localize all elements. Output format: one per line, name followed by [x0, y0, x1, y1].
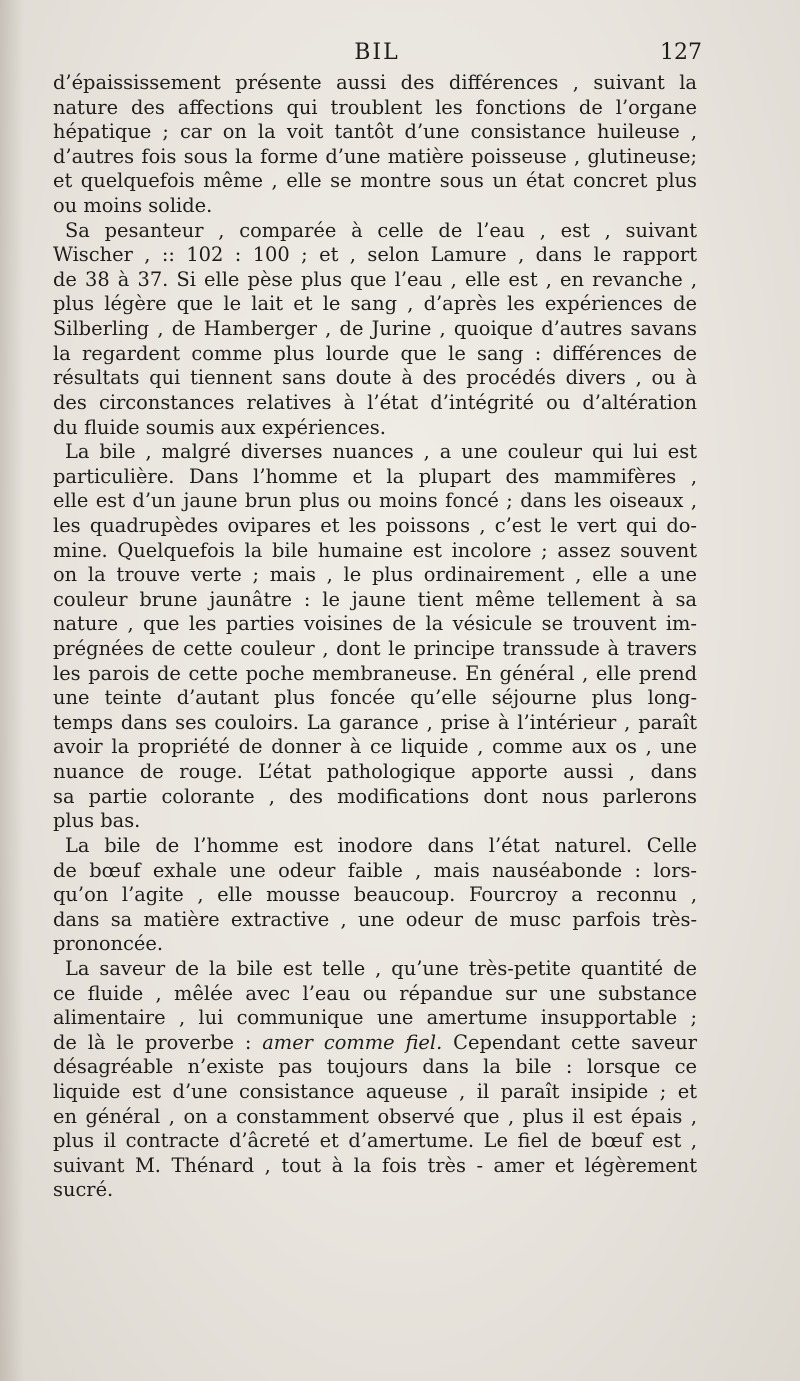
text-line: temps dans ses couloirs. La garance , prise à l’intérieur , paraît [53, 710, 697, 734]
text-fragment: de là le proverbe : [53, 1030, 252, 1054]
text-line: suivant M. Thénard , tout à la fois très - amer et légèrement [53, 1153, 697, 1177]
text-line: nature des affections qui troublent les fonctions de l’organe [53, 95, 697, 119]
gutter-shadow [0, 0, 24, 1381]
text-line: liquide est d’une consistance aqueuse , il paraît insipide ; et [53, 1079, 697, 1103]
text-line: La bile de l’homme est inodore dans l’état naturel. Celle [65, 833, 697, 857]
text-line: hépatique ; car on la voit tantôt d’une consistance huileuse , [53, 120, 697, 144]
text-line: sa partie colorante , des modifications dont nous parlerons [53, 784, 697, 808]
text-line: mine. Quelquefois la bile humaine est incolore ; assez souvent [53, 538, 697, 562]
text-line: dans sa matière extractive , une odeur de musc parfois très- [53, 907, 697, 931]
text-fragment: Cependant cette saveur [453, 1030, 697, 1054]
text-line: désagréable n’existe pas toujours dans la bile : lorsque ce [53, 1055, 697, 1079]
text-line: des circonstances relatives à l’état d’intégrité ou d’altération [53, 390, 697, 414]
text-line: prononcée. [53, 932, 163, 956]
page-number: 127 [660, 40, 702, 65]
text-line: et quelquefois même , elle se montre sous un état concret plus [53, 169, 697, 193]
text-line: La bile , malgré diverses nuances , a une couleur qui lui est [65, 440, 697, 464]
proverb-italic: amer comme fiel. [262, 1030, 443, 1054]
text-line: du fluide soumis aux expériences. [53, 415, 386, 439]
text-line: Silberling , de Hamberger , de Jurine , quoique d’autres savans [53, 317, 697, 341]
running-head: BIL [354, 40, 400, 65]
text-line: nuance de rouge. L’état pathologique apporte aussi , dans [53, 760, 697, 784]
text-line: plus il contracte d’âcreté et d’amertume. Le fiel de bœuf est , [53, 1129, 697, 1153]
text-line: alimentaire , lui communique une amertume insupportable ; [53, 1006, 697, 1030]
text-line: Sa pesanteur , comparée à celle de l’eau , est , suivant [65, 218, 697, 242]
text-line: elle est d’un jaune brun plus ou moins foncé ; dans les oiseaux , [53, 489, 697, 513]
text-line: plus bas. [53, 809, 141, 833]
text-line: résultats qui tiennent sans doute à des procédés divers , ou à [53, 366, 697, 390]
text-line: particulière. Dans l’homme et la plupart des mammifères , [53, 464, 697, 488]
text-line: couleur brune jaunâtre : le jaune tient même tellement à sa [53, 587, 697, 611]
text-line: ou moins solide. [53, 194, 213, 218]
text-line: sucré. [53, 1178, 114, 1202]
body-text [53, 71, 697, 1203]
text-line: de bœuf exhale une odeur faible , mais nauséabonde : lors- [53, 858, 697, 882]
text-line: la regardent comme plus lourde que le sang : différences de [53, 341, 697, 365]
text-line: de 38 à 37. Si elle pèse plus que l’eau , elle est , en revanche , [53, 267, 697, 291]
text-line: ce fluide , mêlée avec l’eau ou répandue sur une substance [53, 981, 697, 1005]
text-line: avoir la propriété de donner à ce liquide , comme aux os , une [53, 735, 697, 759]
text-line: une teinte d’autant plus foncée qu’elle séjourne plus long- [53, 686, 697, 710]
text-line-with-proverb [53, 1031, 697, 1056]
text-line: qu’on l’agite , elle mousse beaucoup. Fourcroy a reconnu , [53, 883, 697, 907]
text-line: les quadrupèdes ovipares et les poissons , c’est le vert qui do- [53, 513, 697, 537]
text-line: Wischer , :: 102 : 100 ; et , selon Lamure , dans le rapport [53, 243, 697, 267]
text-line: nature , que les parties voisines de la vésicule se trouvent im- [53, 612, 697, 636]
text-line: les parois de cette poche membraneuse. En général , elle prend [53, 661, 697, 685]
text-line: d’épaississement présente aussi des différences , suivant la [53, 71, 697, 94]
text-line: on la trouve verte ; mais , le plus ordinairement , elle a une [53, 563, 697, 587]
text-line: La saveur de la bile est telle , qu’une très-petite quantité de [65, 956, 697, 980]
text-line: prégnées de cette couleur , dont le principe transsude à travers [53, 637, 697, 661]
text-line: plus légère que le lait et le sang , d’après les expériences de [53, 292, 697, 316]
page-header [52, 38, 702, 72]
text-line: en général , on a constamment observé que , plus il est épais , [53, 1104, 697, 1128]
text-line: d’autres fois sous la forme d’une matière poisseuse , glutineuse; [53, 144, 697, 168]
